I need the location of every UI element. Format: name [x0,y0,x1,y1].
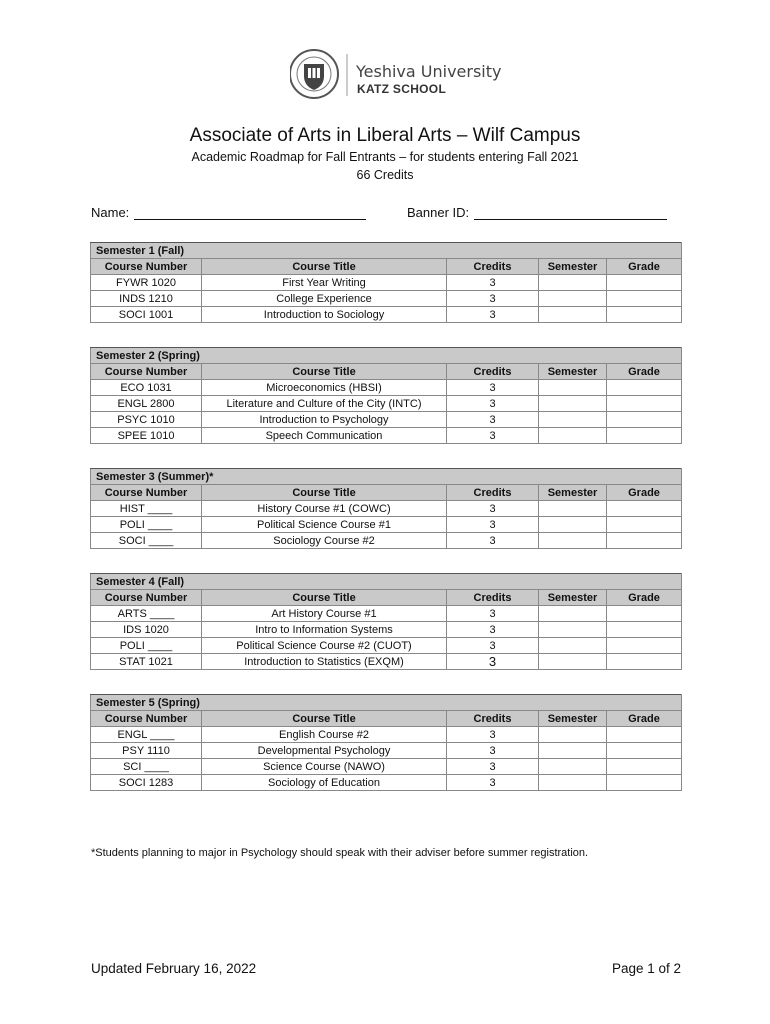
grade-cell[interactable] [607,743,682,759]
course-title: Developmental Psychology [202,743,447,759]
table-row [91,275,682,291]
semester-3-table [90,468,682,549]
updated-date: Updated February 16, 2022 [91,961,257,976]
semester-5-table [90,694,682,791]
header-grade: Grade [607,711,682,727]
course-title: First Year Writing [202,275,447,291]
course-credits: 3 [447,606,539,622]
course-title: Sociology of Education [202,775,447,791]
semester-cell[interactable] [539,743,607,759]
name-label: Name: [91,205,130,220]
banner-id-label: Banner ID: [407,205,470,220]
course-credits: 3 [447,412,539,428]
course-title: Literature and Culture of the City (INTC) [202,396,447,412]
header-credits: Credits [447,590,539,606]
course-number: POLI ____ [91,638,202,654]
semester-cell[interactable] [539,291,607,307]
table-row [91,533,682,549]
course-title: English Course #2 [202,727,447,743]
semester-cell[interactable] [539,412,607,428]
course-credits: 3 [447,743,539,759]
semester-title: Semester 1 (Fall) [91,243,682,259]
table-row [91,291,682,307]
header-course-title: Course Title [202,259,447,275]
course-number: ECO 1031 [91,380,202,396]
course-title: Microeconomics (HBSI) [202,380,447,396]
logo-school-name: KATZ SCHOOL [357,82,447,96]
page-title: Associate of Arts in Liberal Arts – Wilf Campus [189,125,581,146]
table-row [91,622,682,638]
banner-id-input-line[interactable] [474,205,667,220]
semester-title: Semester 4 (Fall) [91,574,682,590]
header-grade: Grade [607,590,682,606]
header-credits: Credits [447,485,539,501]
course-title: Speech Communication [202,428,447,444]
table-row [91,412,682,428]
course-credits: 3 [447,622,539,638]
table-row [91,307,682,323]
course-credits: 3 [447,727,539,743]
semester-cell[interactable] [539,775,607,791]
course-title: Introduction to Statistics (EXQM) [202,654,447,670]
course-number: SCI ____ [91,759,202,775]
semester-2-table [90,347,682,444]
course-title: Introduction to Sociology [202,307,447,323]
grade-cell[interactable] [607,501,682,517]
course-credits: 3 [447,380,539,396]
grade-cell[interactable] [607,638,682,654]
course-number: IDS 1020 [91,622,202,638]
course-number: SOCI 1001 [91,307,202,323]
course-number: ENGL 2800 [91,396,202,412]
course-credits: 3 [447,291,539,307]
header-grade: Grade [607,259,682,275]
header-course-number: Course Number [91,259,202,275]
header-course-number: Course Number [91,590,202,606]
header-grade: Grade [607,364,682,380]
grade-cell[interactable] [607,396,682,412]
name-field[interactable] [91,205,366,220]
table-row [91,743,682,759]
header-course-number: Course Number [91,364,202,380]
grade-cell[interactable] [607,727,682,743]
grade-cell[interactable] [607,517,682,533]
table-row [91,380,682,396]
course-number: SPEE 1010 [91,428,202,444]
course-credits: 3 [447,654,539,670]
course-title: Introduction to Psychology [202,412,447,428]
table-row [91,517,682,533]
semester-cell[interactable] [539,517,607,533]
semester-cell[interactable] [539,759,607,775]
header-course-number: Course Number [91,485,202,501]
course-number: ENGL ____ [91,727,202,743]
course-credits: 3 [447,396,539,412]
semester-cell[interactable] [539,606,607,622]
grade-cell[interactable] [607,775,682,791]
semester-cell[interactable] [539,396,607,412]
header-course-title: Course Title [202,590,447,606]
semester-cell[interactable] [539,638,607,654]
semester-cell[interactable] [539,275,607,291]
course-credits: 3 [447,275,539,291]
course-number: STAT 1021 [91,654,202,670]
course-title: Political Science Course #2 (CUOT) [202,638,447,654]
course-number: INDS 1210 [91,291,202,307]
course-title: Sociology Course #2 [202,533,447,549]
header-credits: Credits [447,364,539,380]
header-semester: Semester [539,711,607,727]
semester-cell[interactable] [539,727,607,743]
semester-cell[interactable] [539,622,607,638]
course-credits: 3 [447,428,539,444]
grade-cell[interactable] [607,412,682,428]
course-number: PSYC 1010 [91,412,202,428]
course-number: HIST ____ [91,501,202,517]
course-number: PSY 1110 [91,743,202,759]
course-credits: 3 [447,759,539,775]
name-input-line[interactable] [134,205,366,220]
semester-title: Semester 3 (Summer)* [91,469,682,485]
header-course-title: Course Title [202,485,447,501]
semester-4-table [90,573,682,670]
grade-cell[interactable] [607,380,682,396]
header-course-number: Course Number [91,711,202,727]
semester-cell[interactable] [539,533,607,549]
course-credits: 3 [447,638,539,654]
course-title: Art History Course #1 [202,606,447,622]
course-number: FYWR 1020 [91,275,202,291]
total-credits: 66 Credits [356,168,414,182]
grade-cell[interactable] [607,654,682,670]
course-title: Science Course (NAWO) [202,759,447,775]
table-row [91,501,682,517]
course-credits: 3 [447,307,539,323]
course-title: Intro to Information Systems [202,622,447,638]
header-course-title: Course Title [202,711,447,727]
course-title: Political Science Course #1 [202,517,447,533]
table-row [91,775,682,791]
table-row [91,396,682,412]
course-number: ARTS ____ [91,606,202,622]
course-credits: 3 [447,775,539,791]
header-grade: Grade [607,485,682,501]
table-row [91,727,682,743]
table-row [91,606,682,622]
course-title: History Course #1 (COWC) [202,501,447,517]
semester-title: Semester 2 (Spring) [91,348,682,364]
grade-cell[interactable] [607,533,682,549]
page-subtitle: Academic Roadmap for Fall Entrants – for students entering Fall 2021 [191,150,579,164]
banner-id-field[interactable] [407,205,667,220]
footnote: *Students planning to major in Psychology should speak with their adviser before summer registration. [91,847,589,859]
semester-cell[interactable] [539,501,607,517]
table-row [91,428,682,444]
logo-university-name: Yeshiva University [356,62,502,81]
grade-cell[interactable] [607,606,682,622]
header-semester: Semester [539,485,607,501]
header-course-title: Course Title [202,364,447,380]
course-credits: 3 [447,533,539,549]
table-row [91,638,682,654]
grade-cell[interactable] [607,291,682,307]
course-number: POLI ____ [91,517,202,533]
grade-cell[interactable] [607,622,682,638]
table-row [91,759,682,775]
semester-cell[interactable] [539,307,607,323]
course-credits: 3 [447,501,539,517]
grade-cell[interactable] [607,275,682,291]
grade-cell[interactable] [607,428,682,444]
semester-cell[interactable] [539,428,607,444]
page-number: Page 1 of 2 [611,961,681,976]
course-number: SOCI 1283 [91,775,202,791]
course-credits: 3 [447,517,539,533]
header-credits: Credits [447,259,539,275]
header-semester: Semester [539,259,607,275]
course-number: SOCI ____ [91,533,202,549]
header-semester: Semester [539,590,607,606]
semester-cell[interactable] [539,654,607,670]
grade-cell[interactable] [607,759,682,775]
header-credits: Credits [447,711,539,727]
semester-title: Semester 5 (Spring) [91,695,682,711]
header-semester: Semester [539,364,607,380]
grade-cell[interactable] [607,307,682,323]
semester-1-table [90,242,682,323]
table-row [91,654,682,670]
course-title: College Experience [202,291,447,307]
semester-cell[interactable] [539,380,607,396]
